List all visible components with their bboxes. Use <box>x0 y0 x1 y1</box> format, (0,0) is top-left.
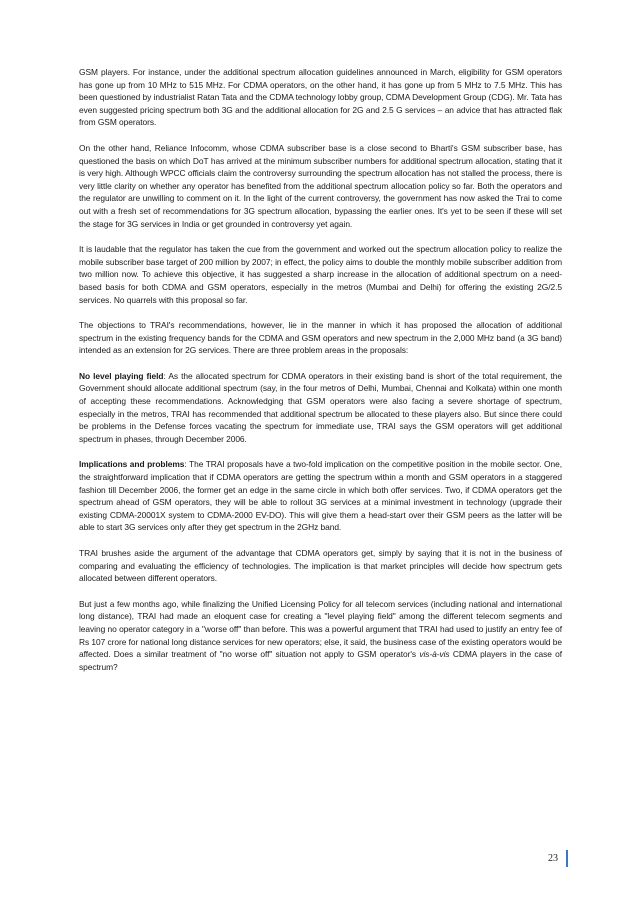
paragraph-objections: The objections to TRAI's recommendations, however, lie in the manner in which it has proposed the allocation of additional spectrum in the existing frequency bands for the CDMA and GSM operators and new spectrum in the 2,000 MHz band (a 3G band) intended as an extension for 2G services. There are three problem areas in the proposals: <box>79 320 562 356</box>
paragraph-tail: CDMA players in the case of spectrum? <box>79 649 562 672</box>
page-footer <box>548 850 568 867</box>
paragraph-body: But just a few months ago, while finalizing the Unified Licensing Policy for all telecom services (including national and international long distance), TRAI had made an eloquent case for creating a "level playing field" among the different telecom segments and leaving no operator category in a "worse off" than before. This was a powerful argument that TRAI had used to justify an entry fee of Rs 107 crore for national long distance services for new operators; else, it said, the business case of the existing operators would be affected. Does a similar treatment of "no worse off" situation not apply to GSM operator's <box>79 598 562 660</box>
italic-vis-a-vis: vis-à-vis <box>419 649 450 660</box>
paragraph-reliance: On the other hand, Reliance Infocomm, whose CDMA subscriber base is a close second to Bharti's GSM subscriber base, has questioned the basis on which DoT has arrived at the minimum subscriber numbers for additional spectrum allocation, stating that it is very high. Although WPCC officials claim the controversy surrounding the spectrum allocation has not stalled the process, there is very little clarity on whether any operator has benefited from the additional spectrum allocation policy so far. Both the operators and the regulator are unwilling to comment on it. In the light of the current controversy, the government has now asked the Trai to come out with a fresh set of recommendations for 3G spectrum allocation, bypassing the earlier ones. It's yet to be seen if these will set the stage for 3G services in India or get grounded in controversy yet again. <box>79 142 562 229</box>
heading-no-level-playing-field: No level playing field <box>79 370 164 381</box>
heading-implications-and-problems: Implications and problems <box>79 459 185 470</box>
footer-accent-bar <box>566 850 568 867</box>
paragraph-implications <box>79 458 562 534</box>
paragraph-gsm-players: GSM players. For instance, under the additional spectrum allocation guidelines announced in March, eligibility for GSM operators has gone up from 10 MHz to 515 MHz. For CDMA operators, on the other hand, it has gone up from 5 MHz to 7.5 MHz. This has been questioned by industrialist Ratan Tata and the CDMA technology lobby group, CDMA Development Group (CDG). Mr. Tata has even suggested pricing spectrum both 3G and the additional allocation for 2G and 2.5 G services – an advice that has attracted flak from GSM operators. <box>79 67 562 128</box>
paragraph-unified-licensing <box>79 598 562 674</box>
paragraph-body: : The TRAI proposals have a two-fold implication on the competitive position in the mobile sector. One, the straightforward implication that if CDMA operators are getting the spectrum within a month and GSM operators in a staggered fashion till December 2006, the former get an edge in the same circle in which both offer services. Two, if CDMA operators get the spectrum ahead of GSM operators, they will be able to rollout 3G services at a minimal investment in technology (upgrade their existing CDMA-20001X system to CDMA-2000 EV-DO). This will give them a head-start over their GSM peers as the latter will be able to start 3G services only after they get spectrum in the 2GHz band. <box>79 459 562 533</box>
paragraph-no-level-playing-field <box>79 370 562 446</box>
document-body <box>79 66 562 686</box>
paragraph-body: : As the allocated spectrum for CDMA operators in their existing band is short of the total requirement, the Government should allocate additional spectrum (say, in the four metros of Delhi, Mumbai, Chennai and Kolkata) within one month of accepting these recommendations. Acknowledging that GSM operators were also facing a severe shortage of spectrum, especially in the metros, TRAI has recommended that additional spectrum be allocated to these players also. But since there could be problems in the Defense forces vacating the spectrum for immediate use, TRAI says the GSM operators will get additional spectrum in phases, through December 2006. <box>79 370 562 444</box>
page-number: 23 <box>548 853 558 864</box>
paragraph-regulator-cue: It is laudable that the regulator has taken the cue from the government and worked out the spectrum allocation policy to realize the mobile subscriber base target of 200 million by 2007; in effect, the policy aims to double the monthly mobile subscriber addition from two million now. To achieve this objective, it has suggested a sharp increase in the allocation of additional spectrum on a need-based basis for both CDMA and GSM operators, especially in the metros (Mumbai and Delhi) for offering the existing 2G/2.5 services. No quarrels with this proposal so far. <box>79 244 562 305</box>
paragraph-trai-brushes-aside: TRAI brushes aside the argument of the advantage that CDMA operators get, simply by saying that it is not in the business of comparing and evaluating the efficiency of technologies. The implication is that market principles will decide how spectrum gets allocated between different operators. <box>79 548 562 584</box>
